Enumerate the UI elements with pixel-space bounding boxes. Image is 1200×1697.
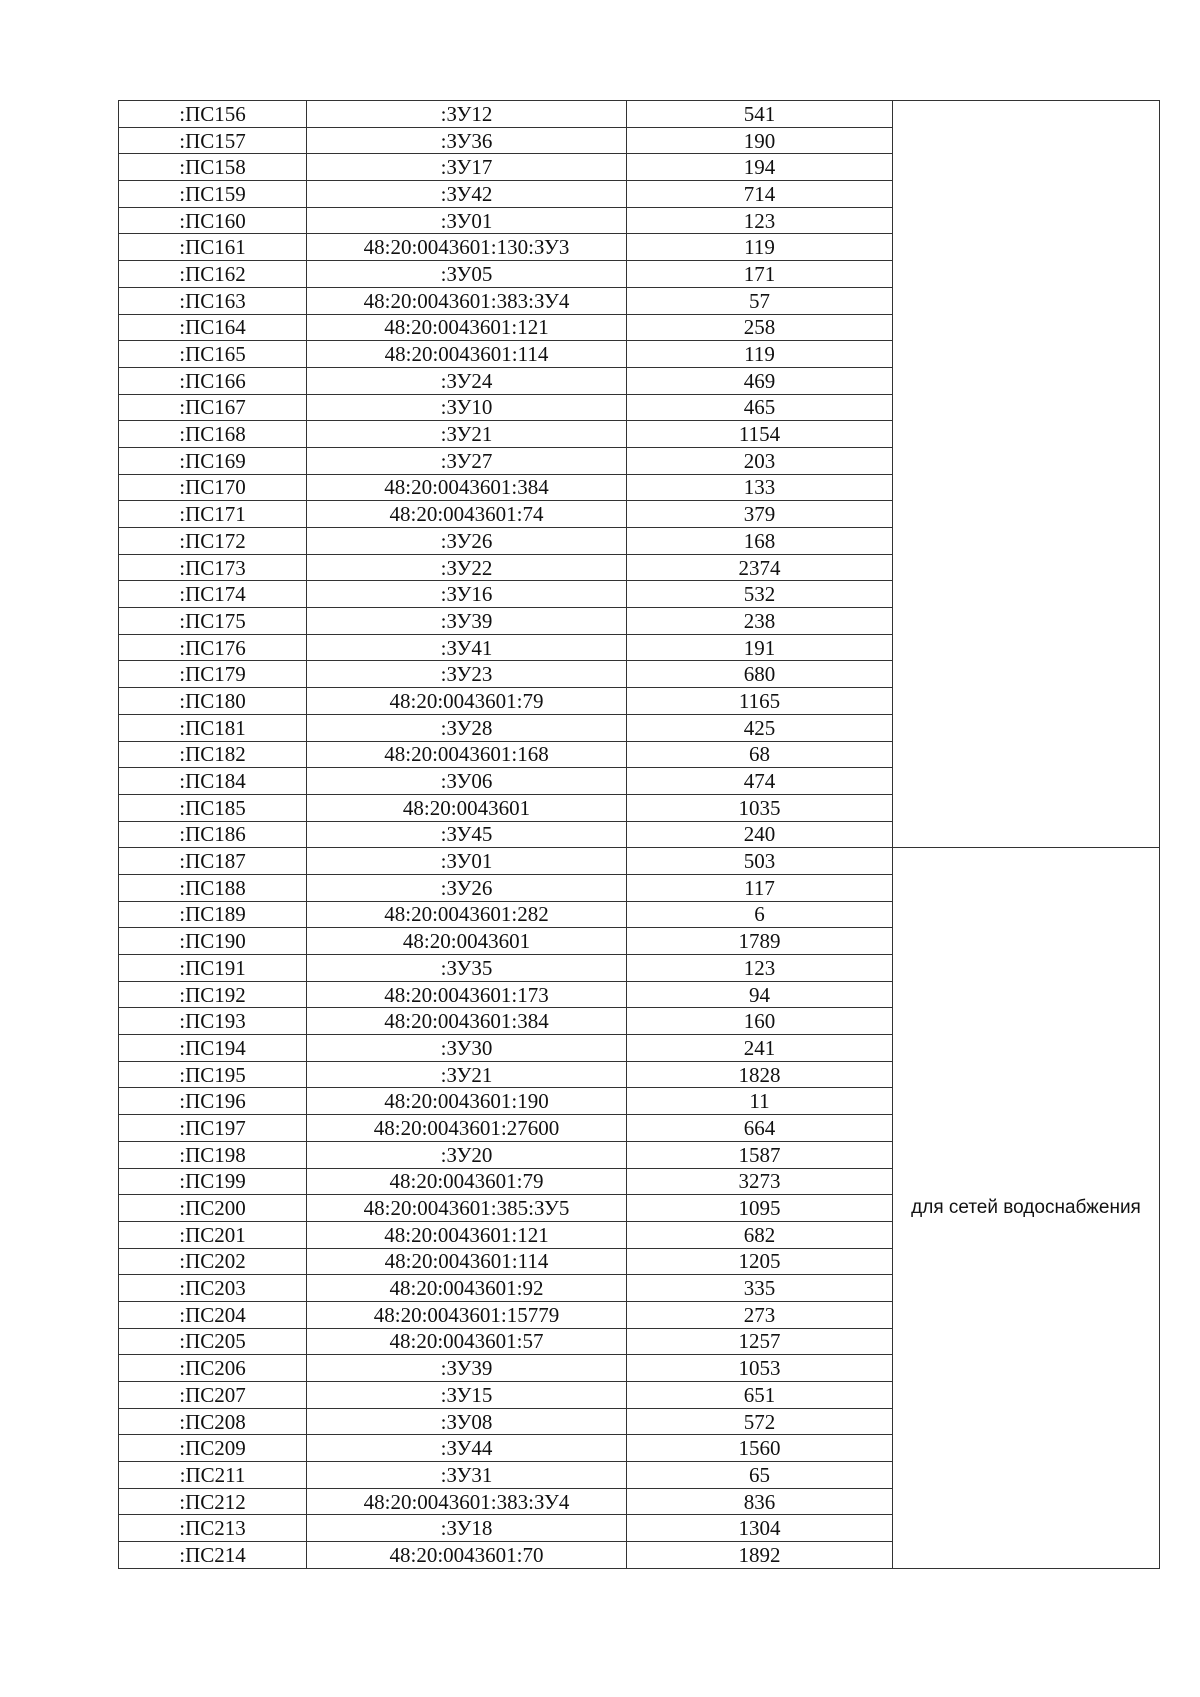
area-cell: 68 <box>627 741 893 768</box>
cadastral-number-cell: 48:20:0043601:114 <box>307 1248 627 1275</box>
area-cell: 1892 <box>627 1542 893 1569</box>
cadastral-number-cell: :ЗУ01 <box>307 207 627 234</box>
cadastral-number-cell: :ЗУ06 <box>307 768 627 795</box>
cadastral-number-cell: :ЗУ28 <box>307 714 627 741</box>
cadastral-number-cell: 48:20:0043601:383:ЗУ4 <box>307 1488 627 1515</box>
plot-id-cell: :ПС171 <box>119 501 307 528</box>
area-cell: 94 <box>627 981 893 1008</box>
purpose-text: для сетей водоснабжения <box>911 1197 1141 1219</box>
plot-id-cell: :ПС162 <box>119 261 307 288</box>
area-cell: 664 <box>627 1115 893 1142</box>
plot-id-cell: :ПС201 <box>119 1221 307 1248</box>
plot-id-cell: :ПС167 <box>119 394 307 421</box>
area-cell: 1789 <box>627 928 893 955</box>
cadastral-number-cell: 48:20:0043601 <box>307 794 627 821</box>
area-cell: 425 <box>627 714 893 741</box>
cadastral-number-cell: :ЗУ26 <box>307 528 627 555</box>
cadastral-number-cell: 48:20:0043601:384 <box>307 1008 627 1035</box>
area-cell: 119 <box>627 341 893 368</box>
cadastral-number-cell: :ЗУ08 <box>307 1408 627 1435</box>
plot-id-cell: :ПС188 <box>119 874 307 901</box>
cadastral-number-cell: :ЗУ30 <box>307 1035 627 1062</box>
area-cell: 503 <box>627 848 893 875</box>
plot-id-cell: :ПС214 <box>119 1542 307 1569</box>
plot-id-cell: :ПС172 <box>119 528 307 555</box>
cadastral-number-cell: 48:20:0043601:173 <box>307 981 627 1008</box>
area-cell: 194 <box>627 154 893 181</box>
cadastral-number-cell: :ЗУ36 <box>307 127 627 154</box>
cadastral-number-cell: :ЗУ27 <box>307 447 627 474</box>
cadastral-number-cell: 48:20:0043601:79 <box>307 1168 627 1195</box>
plot-id-cell: :ПС169 <box>119 447 307 474</box>
cadastral-number-cell: 48:20:0043601:190 <box>307 1088 627 1115</box>
area-cell: 3273 <box>627 1168 893 1195</box>
plot-id-cell: :ПС202 <box>119 1248 307 1275</box>
cadastral-number-cell: 48:20:0043601:384 <box>307 474 627 501</box>
cadastral-number-cell: :ЗУ05 <box>307 261 627 288</box>
area-cell: 1828 <box>627 1061 893 1088</box>
area-cell: 123 <box>627 207 893 234</box>
plot-id-cell: :ПС160 <box>119 207 307 234</box>
cadastral-number-cell: 48:20:0043601:385:ЗУ5 <box>307 1195 627 1222</box>
cadastral-number-cell: :ЗУ35 <box>307 955 627 982</box>
plot-id-cell: :ПС203 <box>119 1275 307 1302</box>
plot-id-cell: :ПС193 <box>119 1008 307 1035</box>
plot-id-cell: :ПС213 <box>119 1515 307 1542</box>
plot-id-cell: :ПС211 <box>119 1462 307 1489</box>
plot-id-cell: :ПС173 <box>119 554 307 581</box>
area-cell: 572 <box>627 1408 893 1435</box>
area-cell: 1165 <box>627 688 893 715</box>
area-cell: 1205 <box>627 1248 893 1275</box>
cadastral-number-cell: :ЗУ39 <box>307 608 627 635</box>
area-cell: 123 <box>627 955 893 982</box>
area-cell: 57 <box>627 287 893 314</box>
area-cell: 335 <box>627 1275 893 1302</box>
area-cell: 238 <box>627 608 893 635</box>
plot-id-cell: :ПС185 <box>119 794 307 821</box>
cadastral-number-cell: 48:20:0043601:121 <box>307 314 627 341</box>
cadastral-number-cell: 48:20:0043601:121 <box>307 1221 627 1248</box>
cadastral-number-cell: 48:20:0043601:114 <box>307 341 627 368</box>
area-cell: 168 <box>627 528 893 555</box>
area-cell: 117 <box>627 874 893 901</box>
purpose-cell <box>893 848 1160 1569</box>
plot-id-cell: :ПС168 <box>119 421 307 448</box>
cadastral-number-cell: 48:20:0043601:383:ЗУ4 <box>307 287 627 314</box>
cadastral-number-cell: :ЗУ41 <box>307 634 627 661</box>
plot-id-cell: :ПС182 <box>119 741 307 768</box>
plot-id-cell: :ПС207 <box>119 1382 307 1409</box>
plot-id-cell: :ПС205 <box>119 1328 307 1355</box>
cadastral-number-cell: 48:20:0043601:74 <box>307 501 627 528</box>
plot-id-cell: :ПС212 <box>119 1488 307 1515</box>
cadastral-number-cell: :ЗУ01 <box>307 848 627 875</box>
cadastral-number-cell: 48:20:0043601 <box>307 928 627 955</box>
area-cell: 714 <box>627 181 893 208</box>
land-plots-table <box>118 100 1160 1569</box>
cadastral-number-cell: :ЗУ15 <box>307 1382 627 1409</box>
area-cell: 1587 <box>627 1141 893 1168</box>
plot-id-cell: :ПС180 <box>119 688 307 715</box>
plot-id-cell: :ПС157 <box>119 127 307 154</box>
area-cell: 133 <box>627 474 893 501</box>
area-cell: 258 <box>627 314 893 341</box>
area-cell: 171 <box>627 261 893 288</box>
area-cell: 836 <box>627 1488 893 1515</box>
cadastral-number-cell: :ЗУ20 <box>307 1141 627 1168</box>
area-cell: 1154 <box>627 421 893 448</box>
area-cell: 1035 <box>627 794 893 821</box>
cadastral-number-cell: :ЗУ12 <box>307 101 627 128</box>
cadastral-number-cell: 48:20:0043601:15779 <box>307 1301 627 1328</box>
area-cell: 1053 <box>627 1355 893 1382</box>
cadastral-number-cell: :ЗУ21 <box>307 421 627 448</box>
area-cell: 273 <box>627 1301 893 1328</box>
area-cell: 1257 <box>627 1328 893 1355</box>
area-cell: 160 <box>627 1008 893 1035</box>
area-cell: 541 <box>627 101 893 128</box>
plot-id-cell: :ПС197 <box>119 1115 307 1142</box>
area-cell: 651 <box>627 1382 893 1409</box>
cadastral-number-cell: :ЗУ24 <box>307 367 627 394</box>
area-cell: 241 <box>627 1035 893 1062</box>
cadastral-number-cell: :ЗУ23 <box>307 661 627 688</box>
area-cell: 190 <box>627 127 893 154</box>
cadastral-number-cell: 48:20:0043601:168 <box>307 741 627 768</box>
cadastral-number-cell: :ЗУ44 <box>307 1435 627 1462</box>
area-cell: 680 <box>627 661 893 688</box>
plot-id-cell: :ПС189 <box>119 901 307 928</box>
cadastral-number-cell: :ЗУ10 <box>307 394 627 421</box>
plot-id-cell: :ПС165 <box>119 341 307 368</box>
table-body <box>119 101 1160 1569</box>
area-cell: 465 <box>627 394 893 421</box>
plot-id-cell: :ПС204 <box>119 1301 307 1328</box>
cadastral-number-cell: 48:20:0043601:57 <box>307 1328 627 1355</box>
plot-id-cell: :ПС199 <box>119 1168 307 1195</box>
area-cell: 474 <box>627 768 893 795</box>
area-cell: 682 <box>627 1221 893 1248</box>
plot-id-cell: :ПС174 <box>119 581 307 608</box>
cadastral-number-cell: :ЗУ31 <box>307 1462 627 1489</box>
plot-id-cell: :ПС166 <box>119 367 307 394</box>
table-row <box>119 848 1160 875</box>
table-row <box>119 101 1160 128</box>
area-cell: 203 <box>627 447 893 474</box>
area-cell: 240 <box>627 821 893 848</box>
plot-id-cell: :ПС208 <box>119 1408 307 1435</box>
plot-id-cell: :ПС175 <box>119 608 307 635</box>
cadastral-number-cell: :ЗУ39 <box>307 1355 627 1382</box>
area-cell: 6 <box>627 901 893 928</box>
plot-id-cell: :ПС179 <box>119 661 307 688</box>
cadastral-number-cell: :ЗУ26 <box>307 874 627 901</box>
plot-id-cell: :ПС161 <box>119 234 307 261</box>
area-cell: 379 <box>627 501 893 528</box>
area-cell: 1560 <box>627 1435 893 1462</box>
cadastral-number-cell: :ЗУ18 <box>307 1515 627 1542</box>
area-cell: 532 <box>627 581 893 608</box>
area-cell: 2374 <box>627 554 893 581</box>
area-cell: 1304 <box>627 1515 893 1542</box>
cadastral-number-cell: :ЗУ16 <box>307 581 627 608</box>
plot-id-cell: :ПС158 <box>119 154 307 181</box>
cadastral-number-cell: :ЗУ45 <box>307 821 627 848</box>
area-cell: 65 <box>627 1462 893 1489</box>
plot-id-cell: :ПС206 <box>119 1355 307 1382</box>
plot-id-cell: :ПС181 <box>119 714 307 741</box>
cadastral-number-cell: 48:20:0043601:27600 <box>307 1115 627 1142</box>
plot-id-cell: :ПС184 <box>119 768 307 795</box>
plot-id-cell: :ПС159 <box>119 181 307 208</box>
plot-id-cell: :ПС191 <box>119 955 307 982</box>
plot-id-cell: :ПС164 <box>119 314 307 341</box>
plot-id-cell: :ПС187 <box>119 848 307 875</box>
plot-id-cell: :ПС163 <box>119 287 307 314</box>
area-cell: 191 <box>627 634 893 661</box>
cadastral-number-cell: 48:20:0043601:79 <box>307 688 627 715</box>
area-cell: 119 <box>627 234 893 261</box>
cadastral-number-cell: 48:20:0043601:92 <box>307 1275 627 1302</box>
area-cell: 11 <box>627 1088 893 1115</box>
cadastral-number-cell: 48:20:0043601:130:ЗУ3 <box>307 234 627 261</box>
plot-id-cell: :ПС194 <box>119 1035 307 1062</box>
cadastral-number-cell: :ЗУ22 <box>307 554 627 581</box>
plot-id-cell: :ПС200 <box>119 1195 307 1222</box>
area-cell: 1095 <box>627 1195 893 1222</box>
plot-id-cell: :ПС198 <box>119 1141 307 1168</box>
plot-id-cell: :ПС192 <box>119 981 307 1008</box>
area-cell: 469 <box>627 367 893 394</box>
cadastral-number-cell: :ЗУ42 <box>307 181 627 208</box>
plot-id-cell: :ПС190 <box>119 928 307 955</box>
cadastral-number-cell: 48:20:0043601:282 <box>307 901 627 928</box>
plot-id-cell: :ПС170 <box>119 474 307 501</box>
plot-id-cell: :ПС196 <box>119 1088 307 1115</box>
plot-id-cell: :ПС156 <box>119 101 307 128</box>
plot-id-cell: :ПС176 <box>119 634 307 661</box>
cadastral-number-cell: :ЗУ21 <box>307 1061 627 1088</box>
plot-id-cell: :ПС209 <box>119 1435 307 1462</box>
cadastral-number-cell: :ЗУ17 <box>307 154 627 181</box>
purpose-cell <box>893 101 1160 848</box>
cadastral-number-cell: 48:20:0043601:70 <box>307 1542 627 1569</box>
plot-id-cell: :ПС195 <box>119 1061 307 1088</box>
plot-id-cell: :ПС186 <box>119 821 307 848</box>
